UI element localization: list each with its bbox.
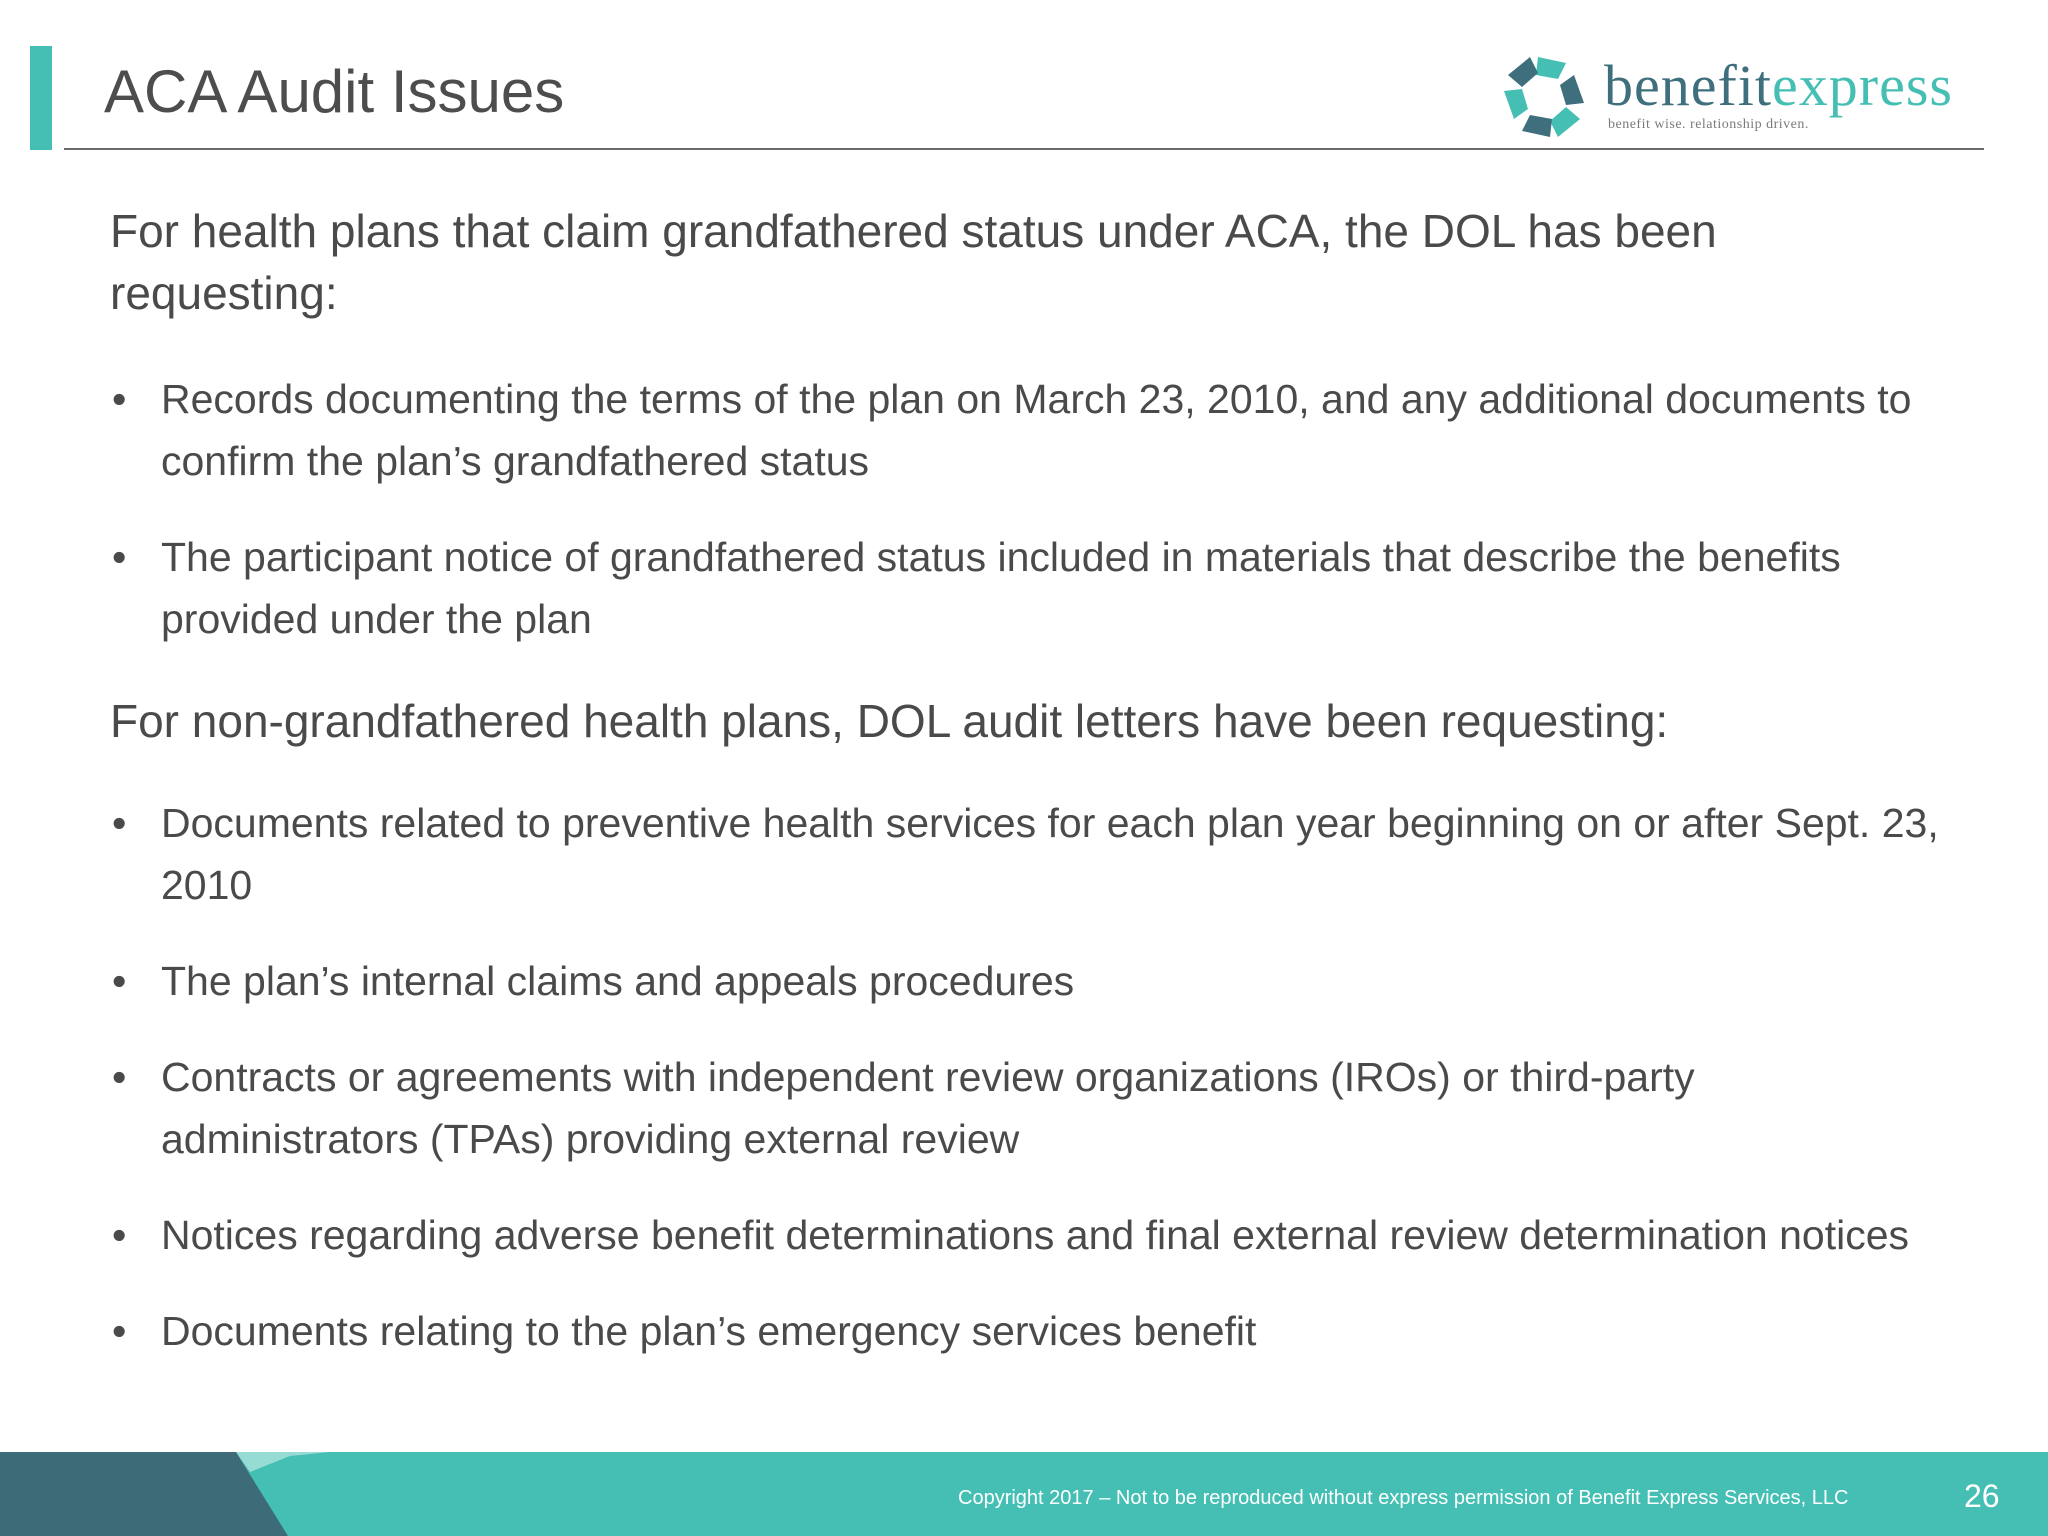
title-divider bbox=[64, 148, 1984, 150]
logo-word-part2: express bbox=[1772, 53, 1953, 118]
bullet-item: • The plan’s internal claims and appeals procedures bbox=[110, 950, 1940, 1012]
logo-mark-icon bbox=[1498, 52, 1590, 142]
page-number: 26 bbox=[1964, 1478, 2000, 1514]
slide-body bbox=[110, 200, 1940, 1362]
bullet-item: • The participant notice of grandfathered status included in materials that describe the benefits provided under the plan bbox=[110, 526, 1940, 650]
bullet-item: • Records documenting the terms of the plan on March 23, 2010, and any additional documents to confirm the plan’s grandfathered status bbox=[110, 368, 1940, 492]
section1-bullet-list bbox=[110, 368, 1940, 650]
title-accent-bar bbox=[30, 46, 52, 150]
footer-band bbox=[0, 1452, 2048, 1536]
bullet-item: • Documents relating to the plan’s emergency services benefit bbox=[110, 1300, 1940, 1362]
slide-title: ACA Audit Issues bbox=[104, 58, 565, 125]
section1-lead: For health plans that claim grandfathered status under ACA, the DOL has been requesting: bbox=[110, 205, 1717, 319]
bullet-item: • Documents related to preventive health services for each plan year beginning on or after Sept. 23, 2010 bbox=[110, 792, 1940, 916]
footer-copyright: Copyright 2017 – Not to be reproduced without express permission of Benefit Express Services, LLC bbox=[958, 1487, 1849, 1509]
logo-word-part1: benefit bbox=[1604, 53, 1773, 118]
bullet-item: • Contracts or agreements with independent review organizations (IROs) or third-party administrators (TPAs) providing external review bbox=[110, 1046, 1940, 1170]
bullet-item: • Notices regarding adverse benefit determinations and final external review determination notices bbox=[110, 1204, 1940, 1266]
section2-lead: For non-grandfathered health plans, DOL audit letters have been requesting: bbox=[110, 695, 1669, 747]
logo-wordmark bbox=[1604, 54, 1953, 118]
logo-tagline: benefit wise. relationship driven. bbox=[1608, 117, 1809, 132]
company-logo bbox=[1498, 52, 1978, 142]
section2-bullet-list bbox=[110, 792, 1940, 1362]
